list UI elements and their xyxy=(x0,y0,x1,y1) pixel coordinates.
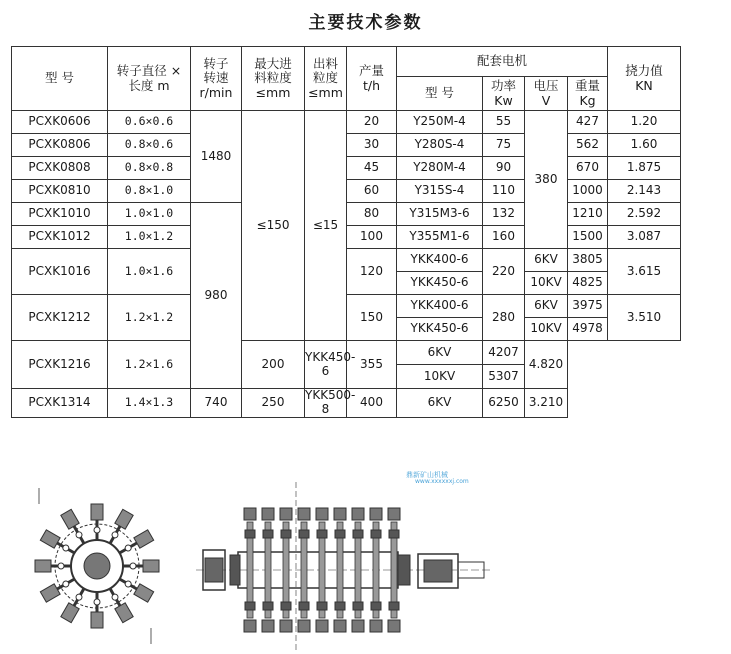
cell-weight: 1210 xyxy=(568,203,608,226)
header-max-feed: 最大进 料粒度 ≤mm xyxy=(242,47,305,111)
header-motor: 配套电机 xyxy=(397,47,608,77)
cell-capacity: 200 xyxy=(242,341,305,389)
cell-force: 3.615 xyxy=(608,249,681,295)
cell-capacity: 100 xyxy=(347,226,397,249)
crusher-drawings xyxy=(0,460,731,654)
header-discharge: 出料 粒度 ≤mm xyxy=(305,47,347,111)
cell-weight: 4978 xyxy=(568,318,608,341)
cell-discharge: ≤15 xyxy=(305,111,347,341)
table-row xyxy=(12,341,681,365)
cell-force: 3.510 xyxy=(608,295,681,341)
hammer-shape xyxy=(40,574,77,602)
cell-capacity: 150 xyxy=(347,295,397,341)
spec-table xyxy=(11,46,681,418)
hammer-shape xyxy=(117,530,154,558)
cell-motor: Y315S-4 xyxy=(397,180,483,203)
cell-weight: 562 xyxy=(568,134,608,157)
table-row xyxy=(12,389,681,418)
cell-model: PCXK0810 xyxy=(12,180,108,203)
cell-speed: 1480 xyxy=(191,111,242,203)
cell-voltage: 6KV xyxy=(397,341,483,365)
header-capacity: 产量 t/h xyxy=(347,47,397,111)
cell-motor: YKK500-8 xyxy=(305,388,356,416)
cell-weight: 6250 xyxy=(483,389,525,418)
header-rotor-size: 转子直径 × 长度 m xyxy=(108,47,191,111)
cell-model: PCXK0806 xyxy=(12,134,108,157)
hammer-shape xyxy=(35,560,71,572)
hammer-disk-shape xyxy=(370,508,382,632)
cell-motor: Y355M1-6 xyxy=(397,226,483,249)
cell-motor: Y280S-4 xyxy=(397,134,483,157)
cell-weight: 670 xyxy=(568,157,608,180)
cell-size: 1.2×1.2 xyxy=(108,295,191,341)
table-row xyxy=(12,134,681,157)
cell-size: 1.4×1.3 xyxy=(108,389,191,418)
header-weight: 重量 Kg xyxy=(568,77,608,111)
cell-size: 1.0×1.2 xyxy=(108,226,191,249)
watermark-url: www.xxxxxxj.com xyxy=(415,478,469,485)
table-row xyxy=(12,157,681,180)
table-row xyxy=(12,180,681,203)
cell-capacity: 80 xyxy=(347,203,397,226)
cell-size: 0.8×0.6 xyxy=(108,134,191,157)
hammer-shape xyxy=(40,530,77,558)
cell-model: PCXK1212 xyxy=(12,295,108,341)
cell-power: 220 xyxy=(483,249,525,295)
cell-voltage: 6KV xyxy=(525,295,568,318)
cell-capacity: 120 xyxy=(347,249,397,295)
cell-motor: YKK400-6 xyxy=(397,295,483,318)
cell-power: 400 xyxy=(347,389,397,418)
table-row xyxy=(12,111,681,134)
cell-size: 1.2×1.6 xyxy=(108,341,191,389)
page-title: 主要技术参数 xyxy=(308,13,423,33)
table-row xyxy=(12,226,681,249)
cell-force: 1.60 xyxy=(608,134,681,157)
cell-model: PCXK0808 xyxy=(12,157,108,180)
cell-model: PCXK1216 xyxy=(12,341,108,389)
cell-voltage: 6KV xyxy=(397,389,483,418)
header-motor-model: 型 号 xyxy=(397,77,483,111)
cell-size: 0.6×0.6 xyxy=(108,111,191,134)
table-row xyxy=(12,203,681,226)
cell-power: 355 xyxy=(347,341,397,389)
cell-voltage: 10KV xyxy=(397,365,483,389)
cell-voltage: 10KV xyxy=(525,272,568,295)
cell-force: 2.592 xyxy=(608,203,681,226)
cell-force: 2.143 xyxy=(608,180,681,203)
cell-power: 280 xyxy=(483,295,525,341)
cell-weight: 1000 xyxy=(568,180,608,203)
hammer-shape xyxy=(61,509,89,546)
cell-force: 1.20 xyxy=(608,111,681,134)
cell-model: PCXK1314 xyxy=(12,389,108,418)
hammer-shape xyxy=(91,504,103,540)
table-row xyxy=(12,249,681,272)
cell-power: 160 xyxy=(483,226,525,249)
cell-power: 75 xyxy=(483,134,525,157)
cell-capacity: 250 xyxy=(242,389,305,418)
hammer-shape xyxy=(105,586,133,623)
cell-weight: 1500 xyxy=(568,226,608,249)
table-row xyxy=(12,295,681,318)
cell-power: 110 xyxy=(483,180,525,203)
cell-weight: 3805 xyxy=(568,249,608,272)
cell-model: PCXK1010 xyxy=(12,203,108,226)
cell-size: 1.0×1.0 xyxy=(108,203,191,226)
cell-motor: YKK450-6 xyxy=(397,318,483,341)
cell-motor: Y250M-4 xyxy=(397,111,483,134)
cell-size: 1.0×1.6 xyxy=(108,249,191,295)
cell-capacity: 20 xyxy=(347,111,397,134)
cell-motor: Y280M-4 xyxy=(397,157,483,180)
cell-weight: 5307 xyxy=(483,365,525,389)
cell-force: 3.210 xyxy=(525,389,568,418)
cell-model: PCXK1016 xyxy=(12,249,108,295)
cell-motor: YKK450-6 xyxy=(397,272,483,295)
cell-weight: 4207 xyxy=(483,341,525,365)
hammer-shape xyxy=(61,586,89,623)
hammer-shape xyxy=(123,560,159,572)
rotor-side-drawing xyxy=(196,482,490,650)
cell-capacity: 30 xyxy=(347,134,397,157)
cell-model: PCXK0606 xyxy=(12,111,108,134)
header-voltage: 电压 V xyxy=(525,77,568,111)
cell-force: 1.875 xyxy=(608,157,681,180)
cell-power: 90 xyxy=(483,157,525,180)
header-force: 挠力值 KN xyxy=(608,47,681,111)
hammer-shape xyxy=(117,574,154,602)
hammer-shape xyxy=(91,592,103,628)
cell-weight: 3975 xyxy=(568,295,608,318)
cell-motor: Y315M3-6 xyxy=(397,203,483,226)
cell-force: 3.087 xyxy=(608,226,681,249)
cell-model: PCXK1012 xyxy=(12,226,108,249)
cell-weight: 4825 xyxy=(568,272,608,295)
cell-size: 0.8×0.8 xyxy=(108,157,191,180)
rotor-section-drawing xyxy=(35,488,159,644)
cell-voltage: 6KV xyxy=(525,249,568,272)
hammer-shape xyxy=(105,509,133,546)
cell-motor: YKK400-6 xyxy=(397,249,483,272)
cell-weight: 427 xyxy=(568,111,608,134)
cell-power: 55 xyxy=(483,111,525,134)
cell-speed: 740 xyxy=(191,389,242,418)
cell-power: 132 xyxy=(483,203,525,226)
cell-motor: YKK450-6 xyxy=(305,341,347,389)
cell-size: 0.8×1.0 xyxy=(108,180,191,203)
watermark-text: 鼎新矿山机械 xyxy=(406,471,448,479)
cell-voltage: 10KV xyxy=(525,318,568,341)
header-power: 功率 Kw xyxy=(483,77,525,111)
cell-capacity: 60 xyxy=(347,180,397,203)
cell-speed: 980 xyxy=(191,203,242,389)
cell-capacity: 45 xyxy=(347,157,397,180)
cell-force: 4.820 xyxy=(525,341,568,389)
cell-voltage: 380 xyxy=(525,111,568,249)
cell-feed: ≤150 xyxy=(242,111,305,341)
header-model: 型 号 xyxy=(12,47,108,111)
header-rotor-speed: 转子 转速 r/min xyxy=(191,47,242,111)
